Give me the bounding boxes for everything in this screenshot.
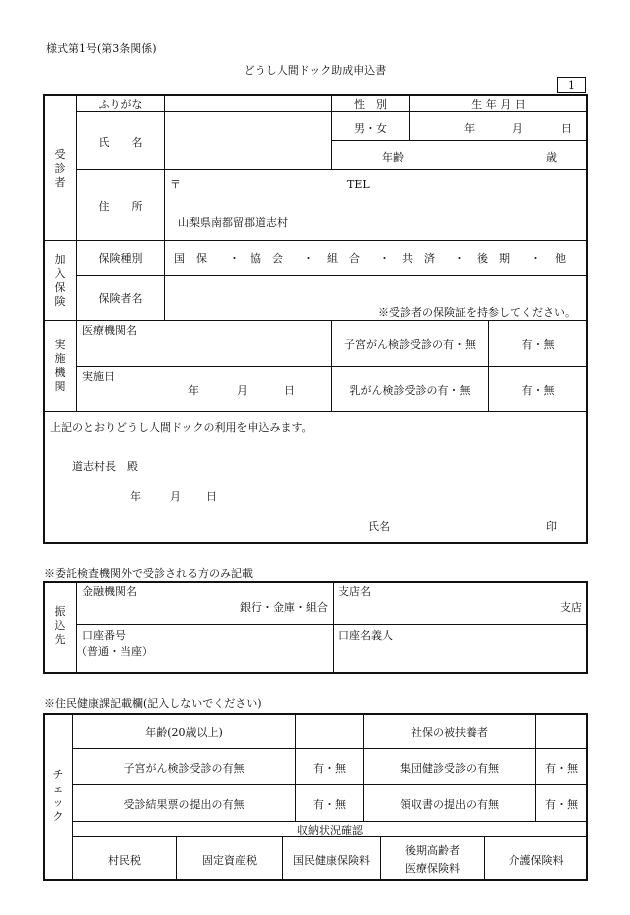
receipt-check-label: 領収書の提出の有無 [400,798,499,811]
branch-name-label: 支店名 [338,585,371,598]
check-section-label: チェック [52,768,64,823]
age-label: 年齢 [382,151,404,164]
separator-dot: ・ [530,252,541,265]
address-label: 住 所 [98,200,143,213]
tax-property: 固定資産税 [202,854,257,867]
declaration-statement: 上記のとおりどうし人間ドックの利用を申込みます。 [50,421,313,434]
result-check-label: 受診結果票の提出の有無 [123,798,245,811]
separator-dot: ・ [229,252,240,265]
application-day: 日 [206,490,217,503]
payment-status-heading: 収納状況確認 [297,824,363,837]
insurance-option-kyosai[interactable]: 共 済 [402,252,435,265]
row-line [77,366,587,367]
dob-year: 年 [464,122,475,135]
gender-options[interactable]: 男・女 [354,122,387,135]
account-type-options[interactable]: （普通・当座） [76,645,153,658]
insurer-name-label: 保険者名 [98,292,143,305]
dob-month: 月 [512,122,523,135]
applicant-section-label: 受診者 [54,148,66,189]
dob-label: 生 年 月 日 [471,98,526,111]
row-line [77,169,587,170]
page-number-box: 1 [557,77,586,93]
applicant-name-label: 氏名 [368,520,390,533]
bank-type-options[interactable]: 銀行・金庫・組合 [240,601,328,614]
breast-cancer-options[interactable]: 有・無 [521,384,555,397]
result-check-options[interactable]: 有・無 [313,798,346,811]
application-year: 年 [130,490,141,503]
dependent-check-label: 社保の被扶養者 [411,726,488,739]
cervical-cancer-label: 子宮がん検診受診の有・無 [344,338,476,351]
institution-section-label: 実施機関 [54,338,66,393]
tax-national-health: 国民健康保険料 [293,854,370,867]
exam-date-day: 日 [284,384,295,397]
tax-nursing-care: 介護保険料 [508,854,564,867]
row-line [44,411,587,412]
bank-name-label: 金融機関名 [82,585,137,598]
cervical-check-options[interactable]: 有・無 [313,762,346,775]
branch-suffix: 支店 [560,601,582,614]
exam-date-month: 月 [237,384,248,397]
addressee: 道志村長 殿 [72,460,138,473]
gender-label: 性 別 [354,98,387,111]
insurance-card-note: ※受診者の保険証を持参してください。 [378,306,576,319]
receipt-check-options[interactable]: 有・無 [545,798,578,811]
section-divider [76,582,77,673]
insurance-option-koki[interactable]: 後 期 [477,252,510,265]
separator-dot: ・ [454,252,465,265]
form-number: 様式第1号(第3条関係) [46,42,157,55]
dob-day: 日 [561,122,572,135]
row-line [73,748,587,749]
address-prefill: 山梨県南都留郡道志村 [178,216,288,229]
insurance-option-kokuho[interactable]: 国 保 [174,252,207,265]
insurance-option-other[interactable]: 他 [555,252,566,265]
seal-mark: 印 [546,520,557,533]
row-line [77,275,587,276]
tax-village: 村民税 [108,854,141,867]
application-month: 月 [170,490,181,503]
furigana-field[interactable] [166,96,329,110]
office-use-heading: ※住民健康課記載欄(記入しないでください) [44,697,262,710]
insurance-option-kyokai[interactable]: 協 会 [250,252,283,265]
medical-institution-label: 医療機関名 [82,324,137,337]
exam-date-year: 年 [188,384,199,397]
separator-dot: ・ [303,252,314,265]
age-check-label: 年齢(20歳以上) [145,726,223,739]
insurer-name-field[interactable] [166,277,566,303]
exam-date-label: 実施日 [82,370,115,383]
tel-label: TEL [347,178,370,191]
separator-dot: ・ [379,252,390,265]
transfer-heading: ※委託検査機関外で受診される方のみ記載 [44,567,253,580]
tax-late-elderly-line2: 医療保険料 [405,862,460,875]
insurance-option-kumiai[interactable]: 組 合 [327,252,360,265]
age-unit: 歳 [546,151,557,164]
row-line [77,624,587,625]
postal-mark: 〒 [170,178,181,191]
insurance-section-label: 加入保険 [54,253,66,308]
group-check-options[interactable]: 有・無 [545,762,578,775]
row-line [73,784,587,785]
transfer-divider [333,582,334,673]
account-number-label: 口座番号 [82,629,126,642]
cervical-cancer-options[interactable]: 有・無 [521,338,555,351]
label-divider [164,95,165,320]
insurance-type-label: 保険種別 [98,252,143,265]
cervical-check-label: 子宮がん検診受診の有無 [123,762,245,775]
row-line [44,320,587,321]
account-holder-label: 口座名義人 [338,629,393,642]
name-field[interactable] [166,113,329,167]
name-label: 氏 名 [98,136,143,149]
row-line [331,140,587,141]
transfer-section-label: 振込先 [54,605,66,646]
page-title: どうし人間ドック助成申込書 [243,64,387,77]
group-check-label: 集団健診受診の有無 [400,762,499,775]
furigana-label: ふりがな [98,98,143,111]
tax-late-elderly-line1: 後期高齢者 [405,844,460,857]
breast-cancer-label: 乳がん検診受診の有・無 [349,384,471,397]
row-line [44,240,587,241]
